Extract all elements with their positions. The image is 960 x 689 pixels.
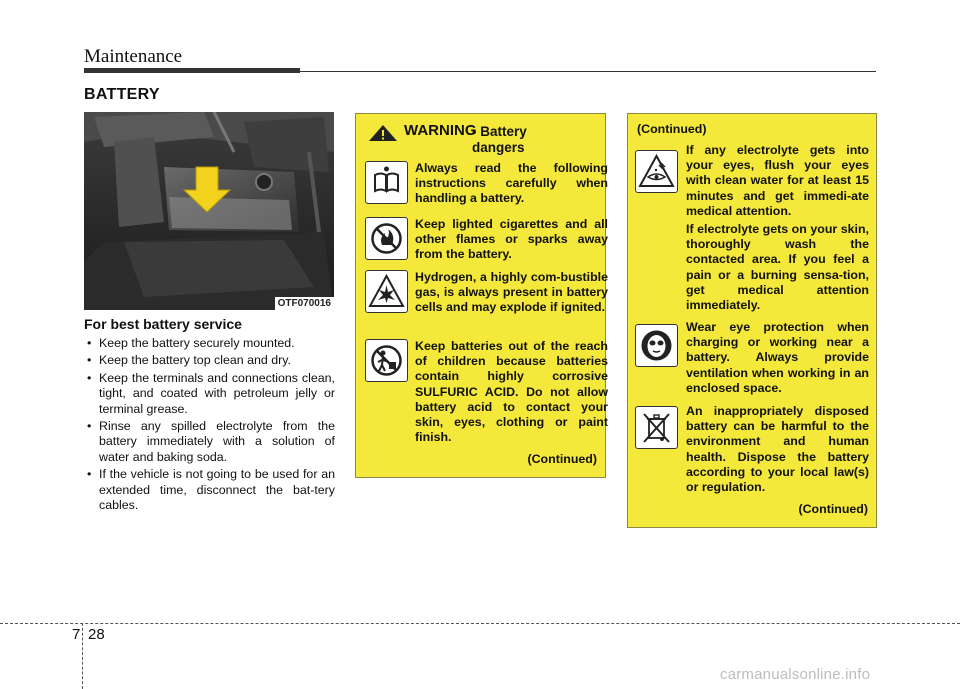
list-item: • Keep the battery top clean and dry. — [84, 353, 335, 368]
service-title: For best battery service — [84, 316, 242, 332]
explosion-icon — [365, 270, 408, 313]
warning-word: WARNING — [404, 122, 477, 139]
header-bar — [84, 68, 300, 73]
no-flame-icon — [365, 217, 408, 260]
manual-book-icon — [365, 161, 408, 204]
continued-box — [627, 113, 877, 528]
footer-rule — [0, 623, 960, 624]
header-rule — [300, 71, 876, 72]
list-item: • Keep the battery securely mounted. — [84, 336, 335, 351]
continued-top-label: (Continued) — [637, 122, 707, 136]
continued-bottom-label: (Continued) — [798, 502, 868, 516]
warning-subtitle: - Battery dangers — [472, 124, 527, 155]
warning-item — [365, 161, 608, 206]
header-title: Maintenance — [84, 46, 183, 67]
list-item: • If the vehicle is not going to be used for an extended time, disconnect the bat-tery cables. — [84, 467, 335, 513]
eye-flush-icon — [635, 150, 678, 193]
warning-item-text: If any electrolyte gets into your eyes, flush your eyes with clean water for at least 15 minutes and get immedi-ate medical attention. — [686, 143, 869, 218]
footer-divider — [82, 623, 83, 689]
chapter-number: 7 — [72, 626, 81, 643]
section-title: BATTERY — [84, 86, 160, 103]
warning-item-text: Hydrogen, a highly com-bustible gas, is always present in battery cells and may explode if ignited. — [415, 270, 608, 315]
warning-item-text: Always read the following instructions carefully when handling a battery. — [415, 161, 608, 206]
list-item: • Keep the terminals and connections clean, tight, and coated with petroleum jelly or terminal grease. — [84, 371, 335, 417]
warning-box — [355, 113, 606, 478]
warning-item-text: Keep batteries out of the reach of children because batteries contain highly corrosive SULFURIC ACID. Do not allow battery acid to contact your skin, eyes, clothing or paint finish. — [415, 339, 608, 445]
watermark: carmanualsonline.info — [720, 666, 871, 683]
warning-item-text: Keep lighted cigarettes and all other flames or sparks away from the battery. — [415, 217, 608, 262]
warning-item-text: An inappropriately disposed battery can be harmful to the environment and human health. Dispose the battery according to your local law(s) or regulation. — [686, 404, 869, 495]
eye-protection-icon — [635, 324, 678, 367]
warning-item — [365, 339, 608, 445]
warning-triangle-icon — [368, 124, 398, 147]
warning-item — [365, 217, 608, 262]
photo-code: OTF070016 — [275, 297, 334, 310]
warning-item-text: If electrolyte gets on your skin, thoroughly wash the contacted area. If you feel a pain or a burning sensa-tion, get medical attention immediately. — [686, 222, 869, 313]
warning-item — [365, 270, 608, 315]
page-number: 28 — [88, 626, 105, 643]
crossed-bin-icon — [635, 406, 678, 449]
battery-photo — [84, 112, 334, 310]
keep-away-children-icon — [365, 339, 408, 382]
service-bullets — [84, 336, 335, 515]
list-item: • Rinse any spilled electrolyte from the battery immediately with a solution of water and baking soda. — [84, 419, 335, 465]
warning-continued: (Continued) — [527, 452, 597, 466]
warning-item-text: Wear eye protection when charging or working near a battery. Always provide ventilation when working in an enclosed space. — [686, 320, 869, 395]
